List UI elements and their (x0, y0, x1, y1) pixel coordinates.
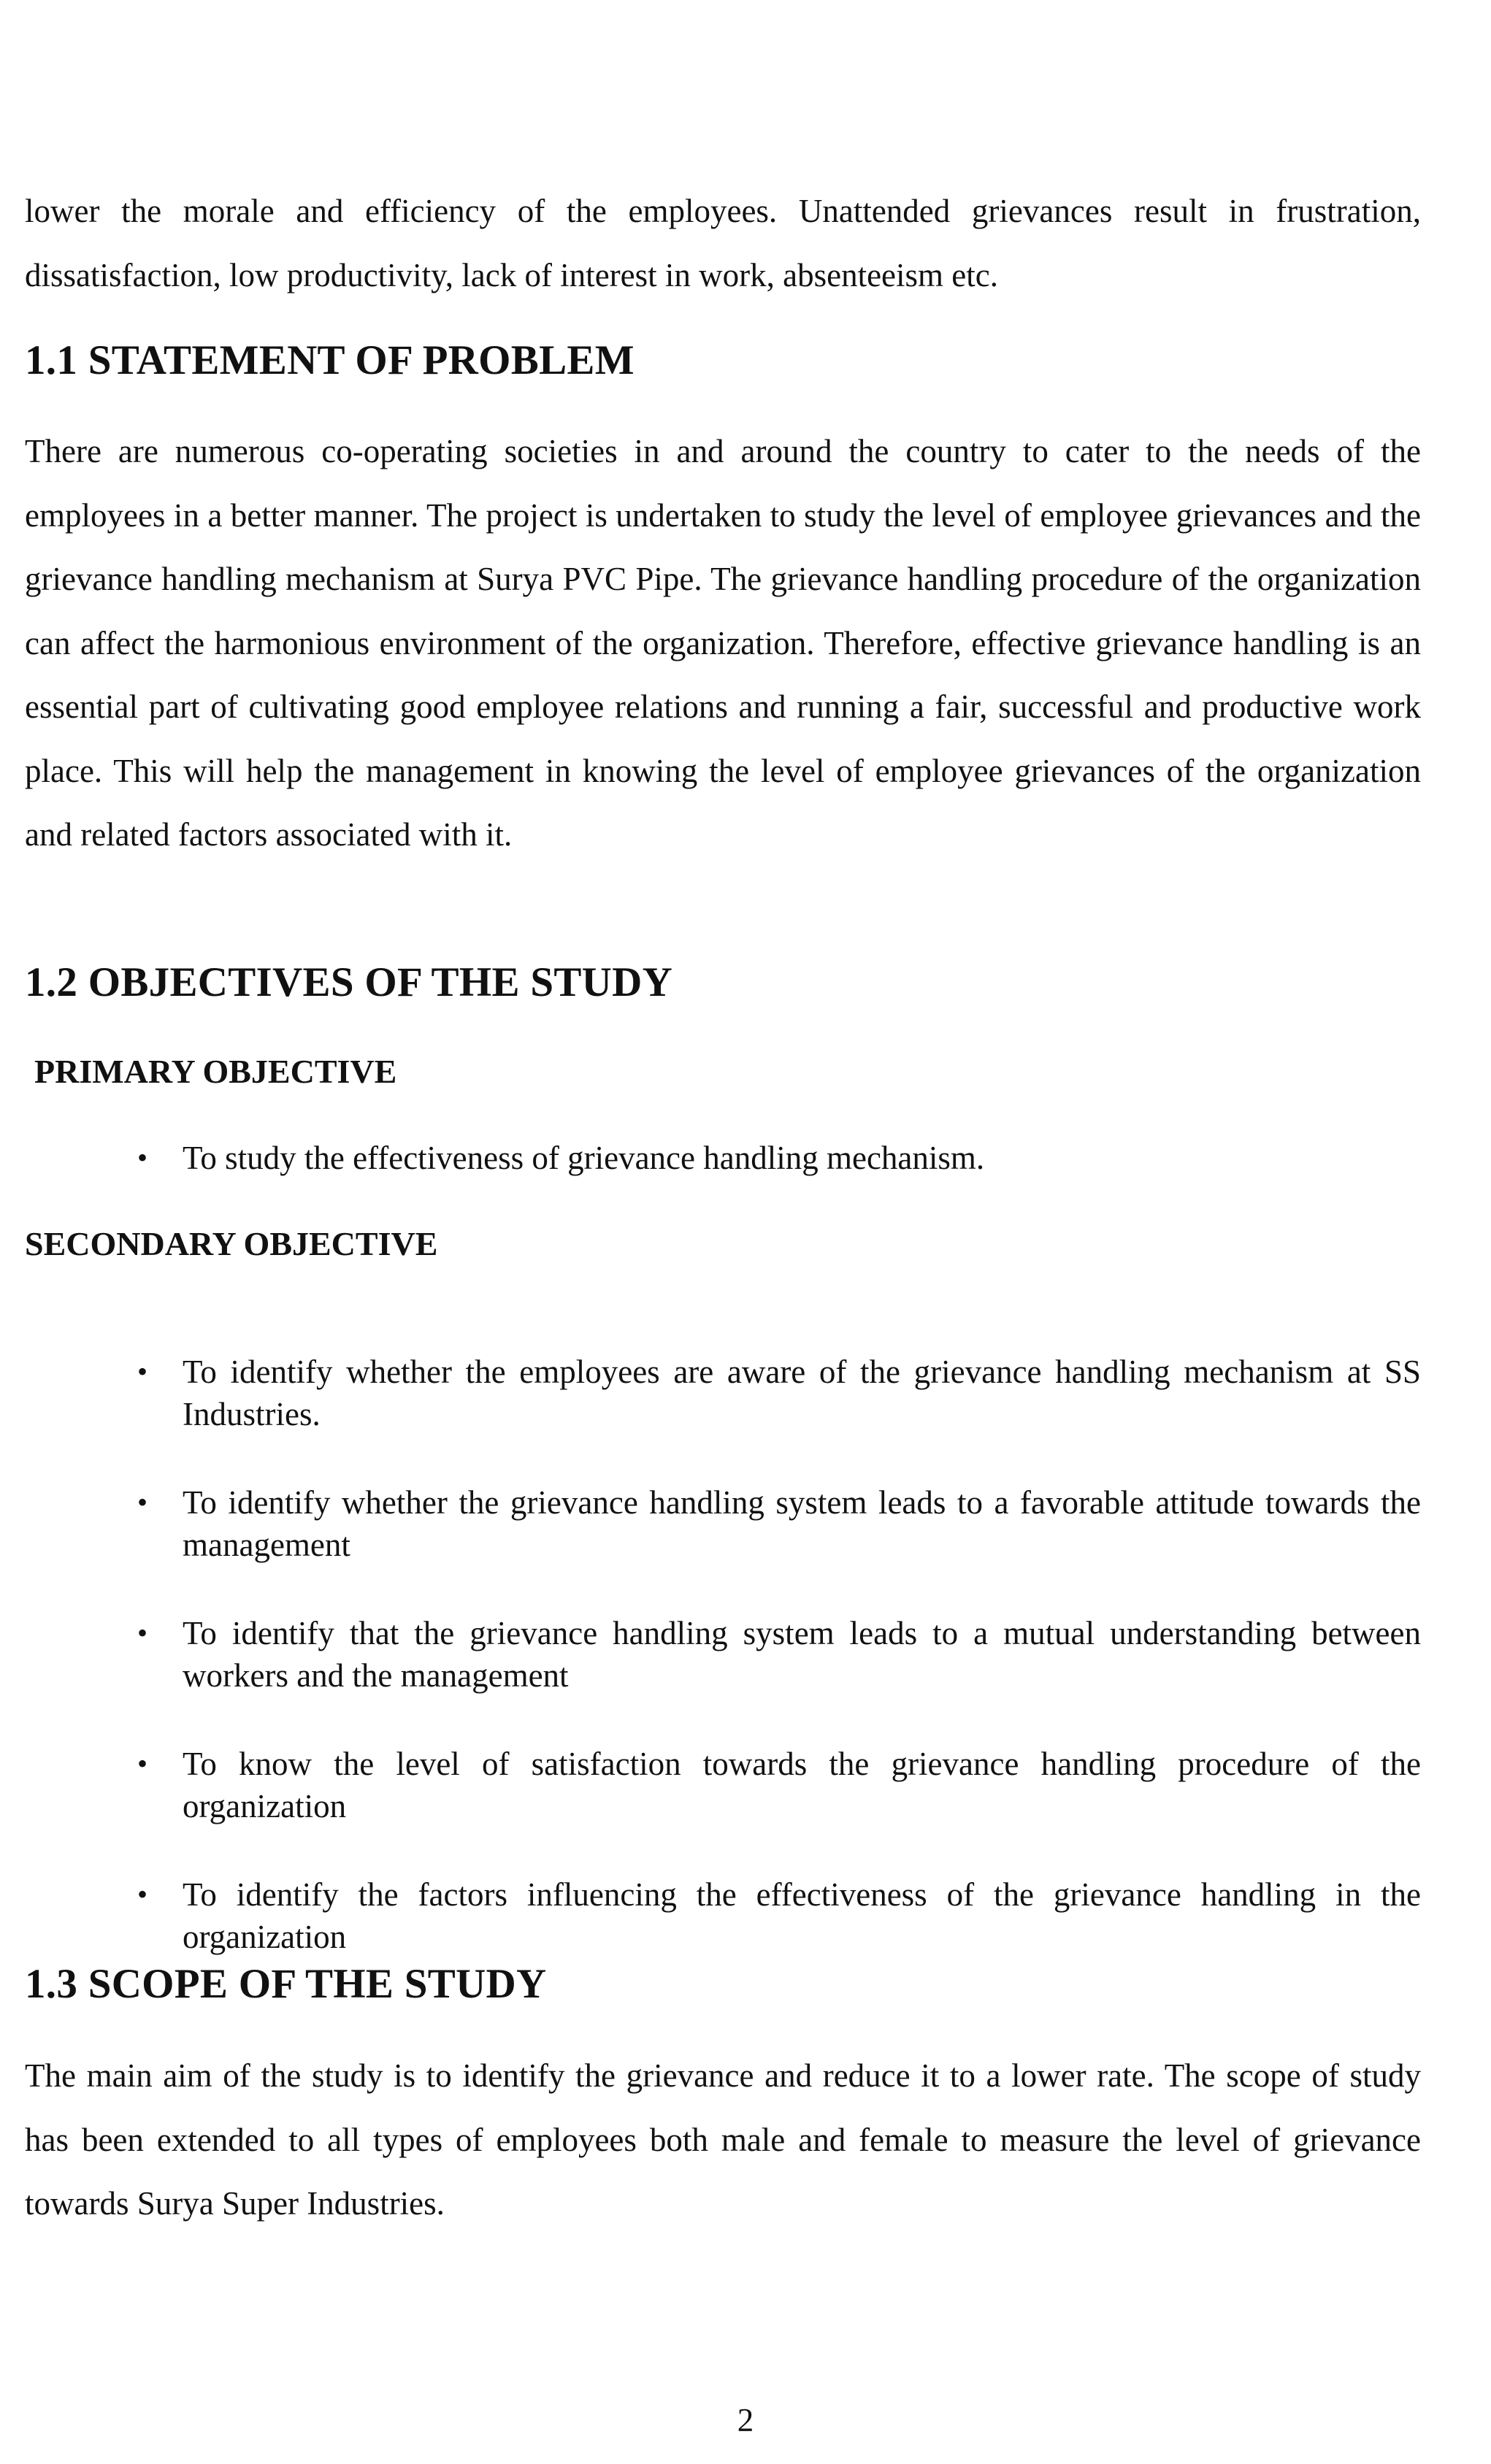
section-1-3-heading: 1.3 SCOPE OF THE STUDY (25, 1961, 547, 2007)
bullet-icon: • (137, 1747, 147, 1780)
section-1-1-paragraph: There are numerous co-operating societies in and around the country to cater to the needs of the employees in a better manner. The project is undertaken to study the level of employee grievances and the grievance handling mechanism at Surya PVC Pipe. The grievance handling procedure of the organization can affect the harmonious environment of the organization. Therefore, effective grievance handling is an essential part of cultivating good employee relations and running a fair, successful and productive work place. This will help the management in knowing the level of employee grievances of the organization and related factors associated with it. (25, 433, 1421, 853)
bullet-icon: • (137, 1616, 147, 1649)
secondary-objective-text: To identify whether the grievance handling system leads to a favorable attitude towards the management (183, 1484, 1421, 1563)
section-1-1-heading: 1.1 STATEMENT OF PROBLEM (25, 337, 635, 383)
secondary-objective-item (137, 1481, 1421, 1566)
section-1-2-heading: 1.2 OBJECTIVES OF THE STUDY (25, 959, 673, 1005)
secondary-objective-text: To know the level of satisfaction towards the grievance handling procedure of the organization (183, 1746, 1421, 1824)
secondary-objective-text: To identify that the grievance handling system leads to a mutual understanding between workers and the management (183, 1615, 1421, 1694)
secondary-objective-item (137, 1873, 1421, 1958)
secondary-objective-heading: SECONDARY OBJECTIVE (25, 1225, 438, 1262)
bullet-icon: • (137, 1141, 147, 1174)
intro-paragraph: lower the morale and efficiency of the employees. Unattended grievances result in frustration, dissatisfaction, low productivity, lack of interest in work, absenteeism etc. (25, 193, 1421, 293)
secondary-objective-text: To identify whether the employees are aware of the grievance handling mechanism at SS Industries. (183, 1354, 1421, 1432)
secondary-objective-item (137, 1351, 1421, 1435)
bullet-icon: • (137, 1355, 147, 1388)
primary-objective-text: To study the effectiveness of grievance handling mechanism. (183, 1140, 985, 1176)
bullet-icon: • (137, 1878, 147, 1911)
secondary-objective-item (137, 1612, 1421, 1697)
secondary-objective-text: To identify the factors influencing the effectiveness of the grievance handling in the organization (183, 1876, 1421, 1955)
primary-objective-item (137, 1137, 1421, 1179)
secondary-objective-item (137, 1743, 1421, 1827)
primary-objective-heading: PRIMARY OBJECTIVE (34, 1053, 397, 1090)
section-1-3-paragraph: The main aim of the study is to identify the grievance and reduce it to a lower rate. The scope of study has been extended to all types of employees both male and female to measure the level of grievance towards Surya Super Industries. (25, 2057, 1421, 2222)
page-number: 2 (737, 2402, 754, 2438)
bullet-icon: • (137, 1486, 147, 1519)
